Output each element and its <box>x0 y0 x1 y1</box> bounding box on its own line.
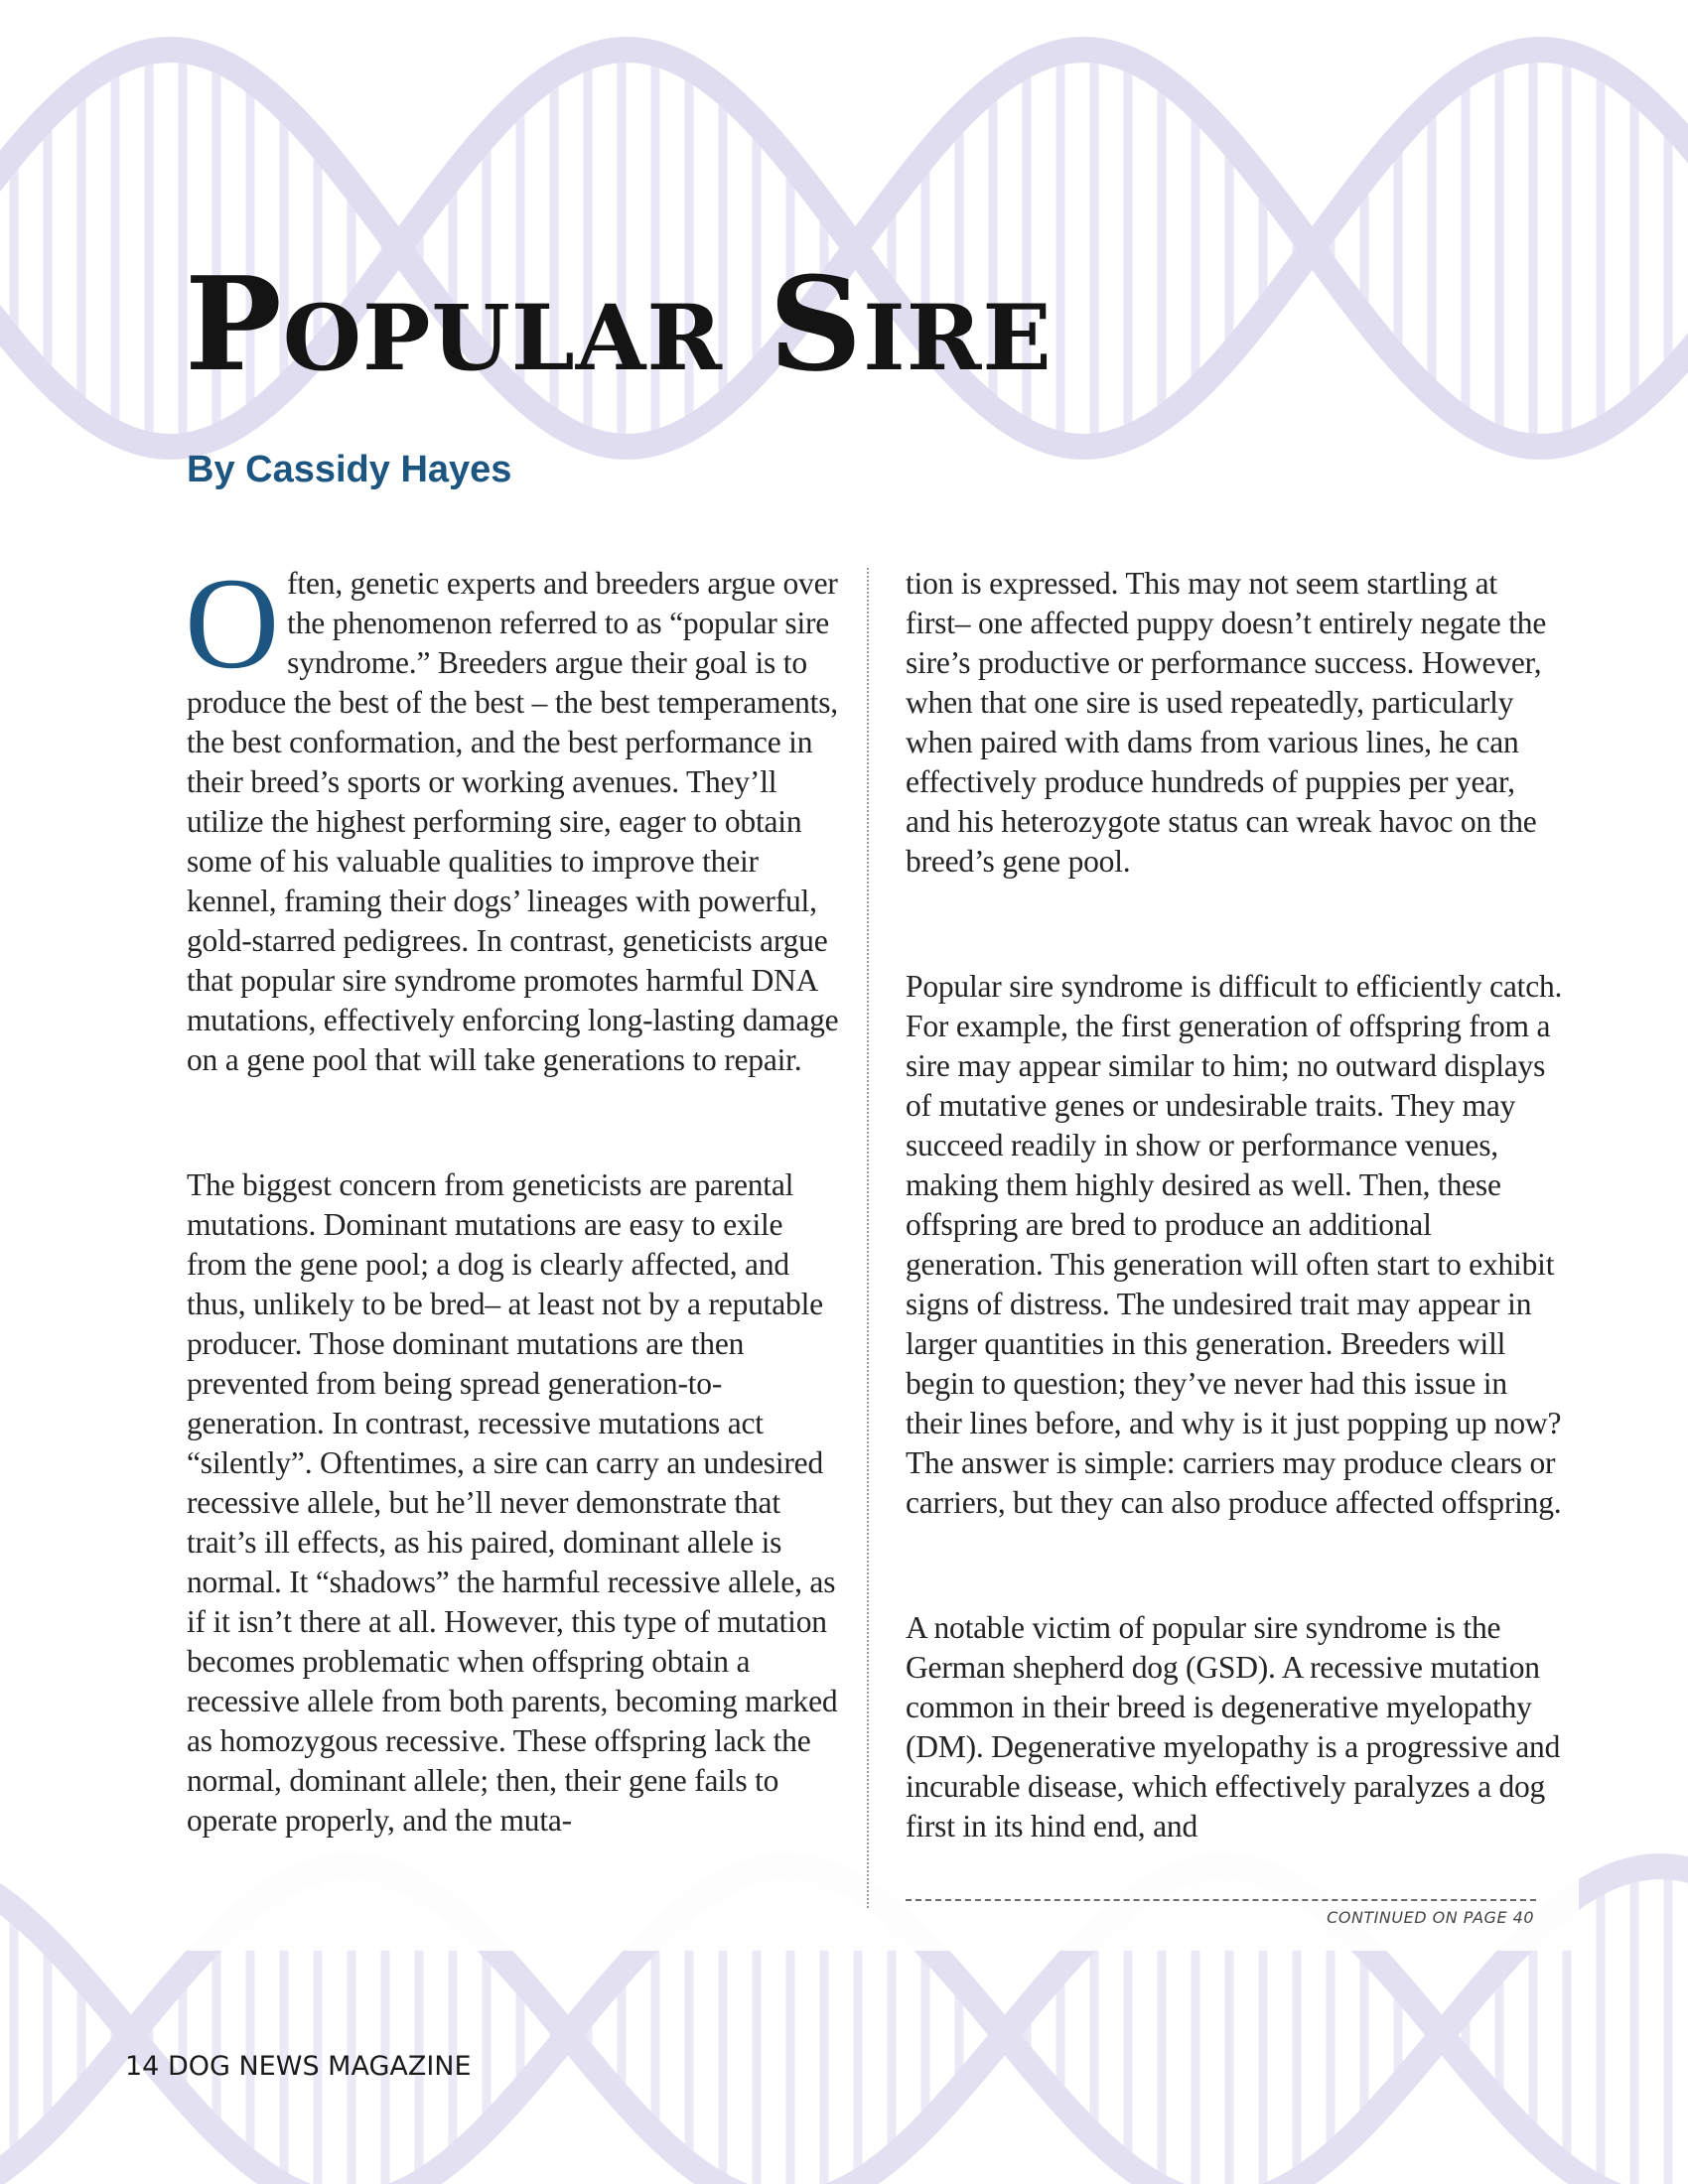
paragraph-difficult-to-catch: Popular sire syndrome is difficult to efficiently catch. For example, the first generation of offspring from a sire may appear similar to him; no outward displays of mutative genes or undesirable traits. They may succeed readily in show or performance venues, making them highly desired as well. Then, these offspring are bred to produce an additional generation. This generation will often start to exhibit signs of distress. The undesired trait may appear in larger quantities in this generation. Breeders will begin to question; they’ve never had this issue in their lines before, and why is it just popping up now? The answer is simple: carriers may produce clears or carriers, but they can also produce affected offspring. <box>906 969 1563 1520</box>
continued-divider <box>906 1899 1536 1901</box>
page-folio: 14 DOG NEWS MAGAZINE <box>125 2051 472 2082</box>
article-title: Popular Sire <box>185 248 1053 400</box>
paragraph-intro <box>185 550 847 1080</box>
article-byline: By Cassidy Hayes <box>187 449 512 490</box>
column-divider <box>867 568 869 1908</box>
left-column <box>185 550 847 1926</box>
paragraph-gsd-example: A notable victim of popular sire syndrome is the German shepherd dog (GSD). A recessive mutation common in their breed is degenerative myelopathy (DM). Degenerative myelopathy is a progressive and incurable disease, which effectively paralyzes a dog first in its hind end, and <box>906 1610 1561 1843</box>
paragraph-intro-text: ften, genetic experts and breeders argue over the phenomenon referred to as “popular sire syndrome.” Breeders argue their goal is to produce the best of the best – the best temperaments, the best conformation, and the best performance in their breed’s sports or working avenues. They’ll utilize the highest performing sire, eager to obtain some of his valuable qualities to improve their kennel, framing their dogs’ lineages with powerful, gold-starred pedigrees. In contrast, geneticists argue that popular sire syndrome promotes harmful DNA mutations, effectively enforcing long-lasting damage on a gene pool that will take generations to repair. <box>187 566 839 1077</box>
paragraph-parental-mutations: The biggest concern from geneticists are parental mutations. Dominant mutations are easy to exile from the gene pool; a dog is clearly affected, and thus, unlikely to be bred– at least not by a reputable producer. Those dominant mutations are then prevented from being spread generation-to-generation. In contrast, recessive mutations act “silently”. Oftentimes, a sire can carry an undesired recessive allele, but he’ll never demonstrate that trait’s ill effects, as his paired, dominant allele is normal. It “shadows” the harmful recessive allele, as if it isn’t there at all. However, this type of mutation becomes problematic when offspring obtain a recessive allele from both parents, becoming marked as homozygous recessive. These offspring lack the normal, dominant allele; then, their gene fails to operate properly, and the muta- <box>187 1167 838 1838</box>
drop-cap: O <box>185 550 280 696</box>
right-column <box>906 564 1566 1932</box>
paragraph-expression: tion is expressed. This may not seem startling at first– one affected puppy doesn’t entirely negate the sire’s productive or performance success. However, when that one sire is used repeatedly, particularly when paired with dams from various lines, he can effectively produce hundreds of puppies per year, and his heterozygote status can wreak havoc on the breed’s gene pool. <box>906 566 1547 879</box>
continued-note: CONTINUED ON PAGE 40 <box>1327 1908 1534 1927</box>
